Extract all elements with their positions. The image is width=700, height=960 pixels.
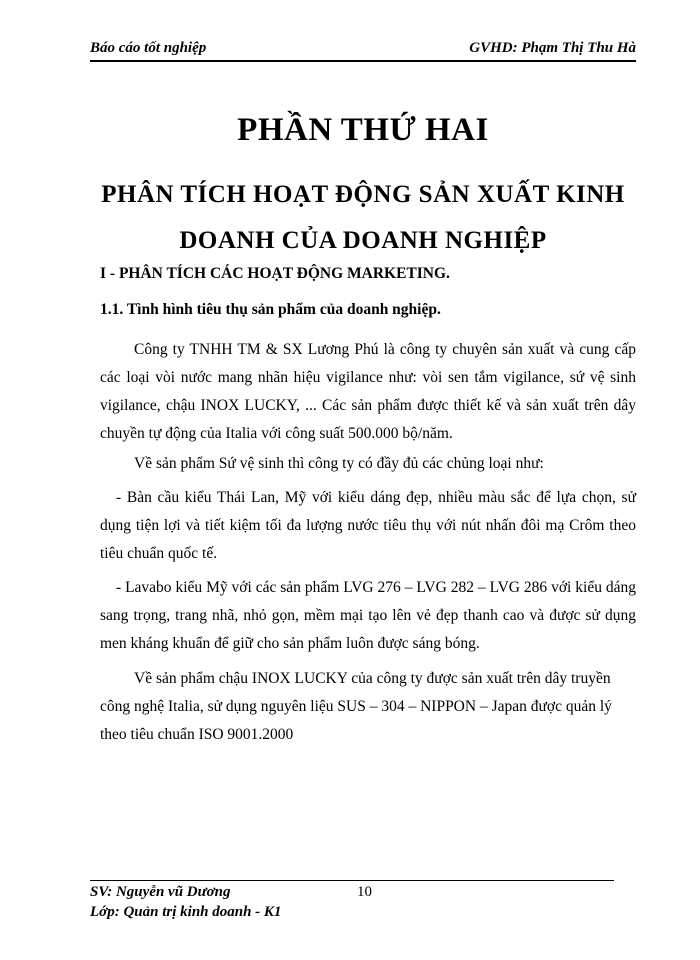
paragraph-company-intro: Công ty TNHH TM & SX Lương Phú là công ty chuyên sản xuất và cung cấp các loại vòi nước mang nhãn hiệu vigilance như: vòi sen tắm vigilance, sứ vệ sinh vigilance, chậu INOX LUCKY, ... Các sản phẩm được thiết kế và sản xuất trên dây chuyền tự động của Italia với công suất 500.000 bộ/năm. — [100, 341, 636, 442]
footer-student-name: SV: Nguyễn vũ Dương — [90, 884, 231, 900]
chapter-title — [90, 172, 636, 264]
paragraph-inox-sinks: Về sản phẩm chậu INOX LUCKY của công ty được sản xuất trên dây truyền công nghệ Italia, sử dụng nguyên liệu SUS – 304 – NIPPON – Japan được quản lý theo tiêu chuẩn ISO 9001.2000 — [100, 670, 612, 743]
page-number: 10 — [357, 884, 372, 900]
page-header — [90, 40, 636, 62]
paragraph-sanitary-intro: Về sản phẩm Sứ vệ sinh thì công ty có đầy đủ các chủng loại như: — [134, 455, 544, 472]
header-advisor: GVHD: Phạm Thị Thu Hà — [469, 40, 636, 56]
header-report-title: Báo cáo tốt nghiệp — [90, 40, 207, 56]
subsection-heading: 1.1. Tình hình tiêu thụ sản phẩm của doanh nghiệp. — [100, 301, 441, 318]
chapter-title-line-1: PHÂN TÍCH HOẠT ĐỘNG SẢN XUẤT KINH — [101, 181, 625, 208]
section-heading: I - PHÂN TÍCH CÁC HOẠT ĐỘNG MARKETING. — [100, 265, 450, 282]
footer-class-name: Lớp: Quản trị kinh doanh - K1 — [90, 904, 282, 920]
chapter-title-line-2: DOANH CỦA DOANH NGHIỆP — [179, 227, 547, 254]
paragraph-toilet-bowls: - Bàn cầu kiểu Thái Lan, Mỹ với kiểu dáng đẹp, nhiều màu sắc để lựa chọn, sử dụng tiện lợi và tiết kiệm tối đa lượng nước tiêu thụ với nút nhấn đôi mạ Crôm theo tiêu chuẩn quốc tế. — [100, 489, 636, 562]
paragraph-lavabo: - Lavabo kiểu Mỹ với các sản phẩm LVG 276 – LVG 282 – LVG 286 với kiểu dáng sang trọng, trang nhã, nhỏ gọn, mềm mại tạo lên vẻ đẹp thanh cao và được sử dụng men kháng khuẩn để giữ cho sản phẩm luôn được sáng bóng. — [100, 579, 636, 652]
footer-divider — [90, 880, 614, 881]
part-title: PHẦN THỨ HAI — [237, 112, 489, 148]
